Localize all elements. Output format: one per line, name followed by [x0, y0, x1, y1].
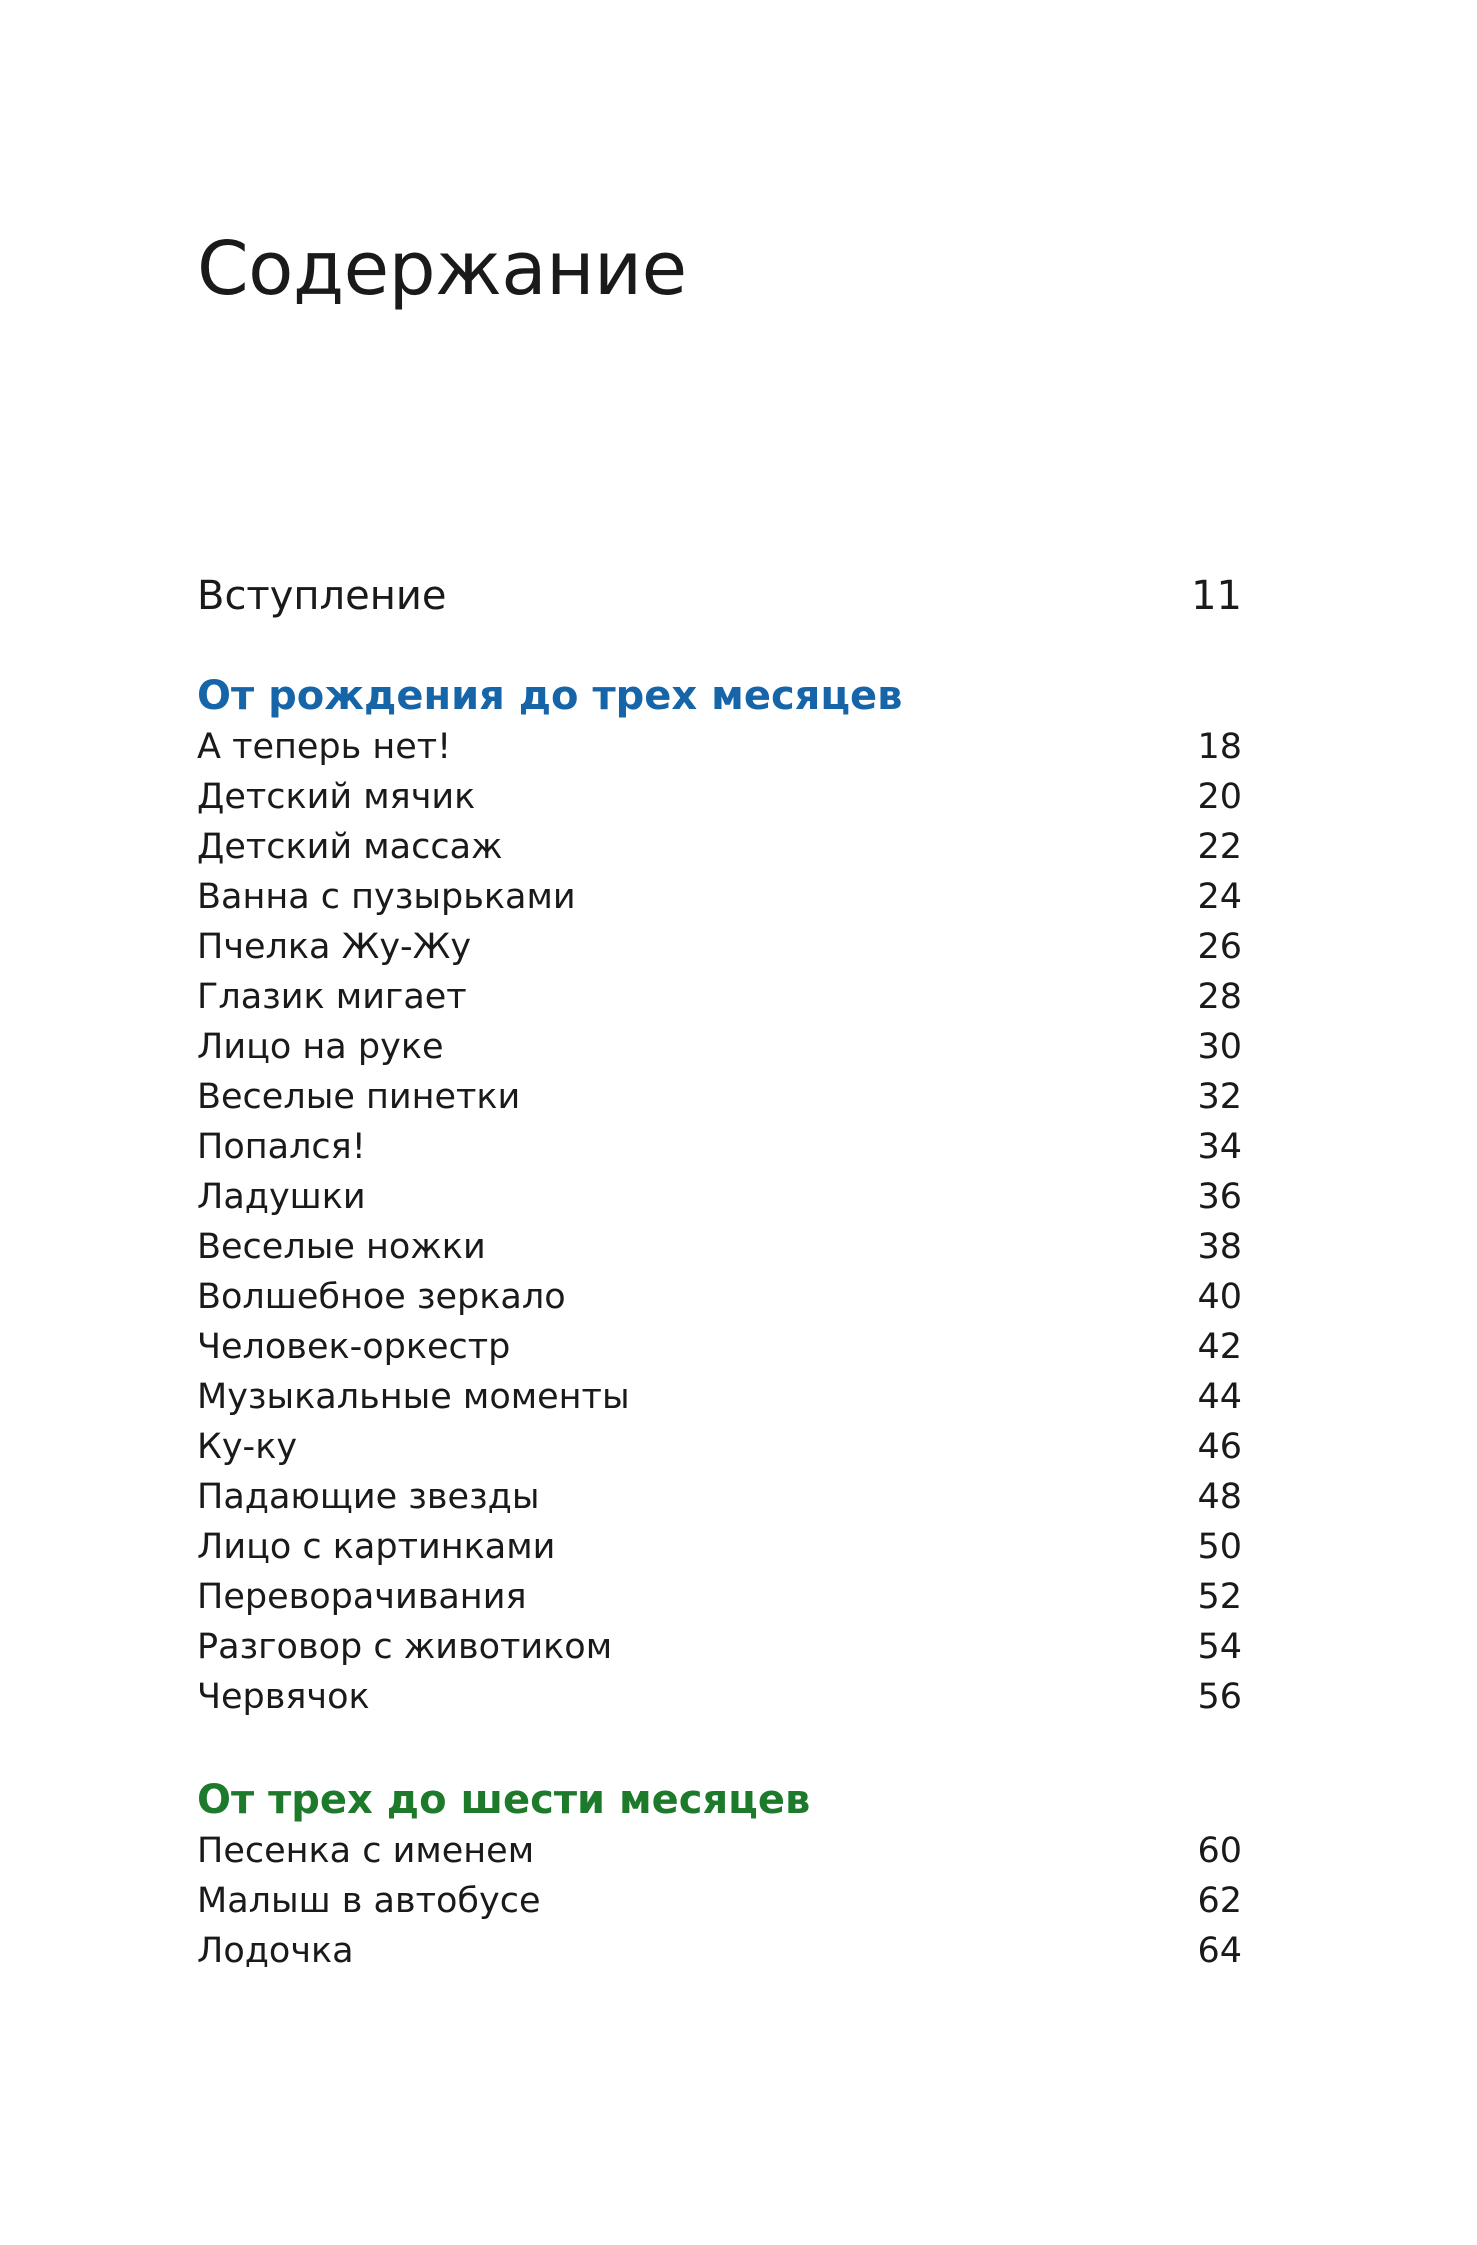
toc-entry-page: 42 — [1197, 1327, 1242, 1367]
toc-entry-page: 60 — [1197, 1831, 1242, 1871]
toc-entry-label: Веселые ножки — [197, 1227, 486, 1267]
toc-entry-page: 26 — [1197, 927, 1242, 967]
toc-entry-page: 38 — [1197, 1227, 1242, 1267]
toc-entry-page: 52 — [1197, 1577, 1242, 1617]
toc-entry-page: 50 — [1197, 1527, 1242, 1567]
toc-entry-label: Переворачивания — [197, 1577, 527, 1617]
toc-entry-label: А теперь нет! — [197, 727, 452, 767]
toc-entry[interactable] — [197, 1472, 1242, 1522]
toc-entry[interactable] — [197, 1272, 1242, 1322]
toc-entry[interactable] — [197, 722, 1242, 772]
toc-entry-intro[interactable] — [197, 568, 1242, 624]
page-title: Содержание — [197, 226, 687, 312]
toc-entry[interactable] — [197, 1622, 1242, 1672]
toc-entry[interactable] — [197, 1022, 1242, 1072]
toc-entry-page: 30 — [1197, 1027, 1242, 1067]
toc-entry[interactable] — [197, 1422, 1242, 1472]
toc-entry-page: 24 — [1197, 877, 1242, 917]
toc-entry[interactable] — [197, 1122, 1242, 1172]
toc-entry-label: Ванна с пузырьками — [197, 877, 576, 917]
toc-entry[interactable] — [197, 1826, 1242, 1876]
section-heading-0-3-months: От рождения до трех месяцев — [197, 673, 903, 719]
toc-entry-page: 36 — [1197, 1177, 1242, 1217]
toc-entry[interactable] — [197, 1322, 1242, 1372]
toc-entry-page: 40 — [1197, 1277, 1242, 1317]
toc-entry-page: 28 — [1197, 977, 1242, 1017]
toc-entry-label: Пчелка Жу-Жу — [197, 927, 472, 967]
toc-entry-label: Волшебное зеркало — [197, 1277, 566, 1317]
toc-entry-label: Детский мячик — [197, 777, 476, 817]
toc-entry-page: 56 — [1197, 1677, 1242, 1717]
toc-entry-page: 46 — [1197, 1427, 1242, 1467]
toc-entry[interactable] — [197, 1372, 1242, 1422]
toc-entry-label: Ладушки — [197, 1177, 366, 1217]
toc-entry-page: 64 — [1197, 1931, 1242, 1971]
toc-entry-label: Попался! — [197, 1127, 366, 1167]
toc-entry[interactable] — [197, 1572, 1242, 1622]
toc-entry[interactable] — [197, 1522, 1242, 1572]
toc-entry-label: Веселые пинетки — [197, 1077, 521, 1117]
toc-entry-label: Лицо на руке — [197, 1027, 444, 1067]
toc-entry[interactable] — [197, 822, 1242, 872]
toc-entry-page: 34 — [1197, 1127, 1242, 1167]
toc-entry-page: 20 — [1197, 777, 1242, 817]
toc-entry-page: 22 — [1197, 827, 1242, 867]
toc-entry[interactable] — [197, 1672, 1242, 1722]
toc-entry[interactable] — [197, 772, 1242, 822]
toc-entry[interactable] — [197, 1172, 1242, 1222]
toc-entry-page: 48 — [1197, 1477, 1242, 1517]
toc-entry-label: Ку-ку — [197, 1427, 298, 1467]
toc-entry[interactable] — [197, 922, 1242, 972]
toc-entry-label: Песенка с именем — [197, 1831, 535, 1871]
toc-entry-label: Червячок — [197, 1677, 370, 1717]
toc-entry-page: 18 — [1197, 727, 1242, 767]
toc-entry[interactable] — [197, 1876, 1242, 1926]
toc-entry[interactable] — [197, 1926, 1242, 1976]
toc-entry[interactable] — [197, 1222, 1242, 1272]
toc-entry-label: Лодочка — [197, 1931, 354, 1971]
section-heading-3-6-months: От трех до шести месяцев — [197, 1777, 811, 1823]
toc-entry-label: Вступление — [197, 573, 447, 619]
toc-entry-label: Падающие звезды — [197, 1477, 540, 1517]
toc-entry[interactable] — [197, 872, 1242, 922]
toc-entry[interactable] — [197, 972, 1242, 1022]
toc-entry-page: 32 — [1197, 1077, 1242, 1117]
toc-entry-label: Глазик мигает — [197, 977, 467, 1017]
toc-entry-page: 44 — [1197, 1377, 1242, 1417]
toc-entry-label: Музыкальные моменты — [197, 1377, 630, 1417]
toc-entry-page: 54 — [1197, 1627, 1242, 1667]
toc-entry-page: 11 — [1191, 573, 1242, 619]
toc-entry-label: Лицо с картинками — [197, 1527, 556, 1567]
toc-entry-page: 62 — [1197, 1881, 1242, 1921]
toc-entry-label: Разговор с животиком — [197, 1627, 613, 1667]
toc-entry[interactable] — [197, 1072, 1242, 1122]
toc-entry-label: Детский массаж — [197, 827, 503, 867]
toc-entry-label: Малыш в автобусе — [197, 1881, 541, 1921]
toc-entry-label: Человек-оркестр — [197, 1327, 511, 1367]
